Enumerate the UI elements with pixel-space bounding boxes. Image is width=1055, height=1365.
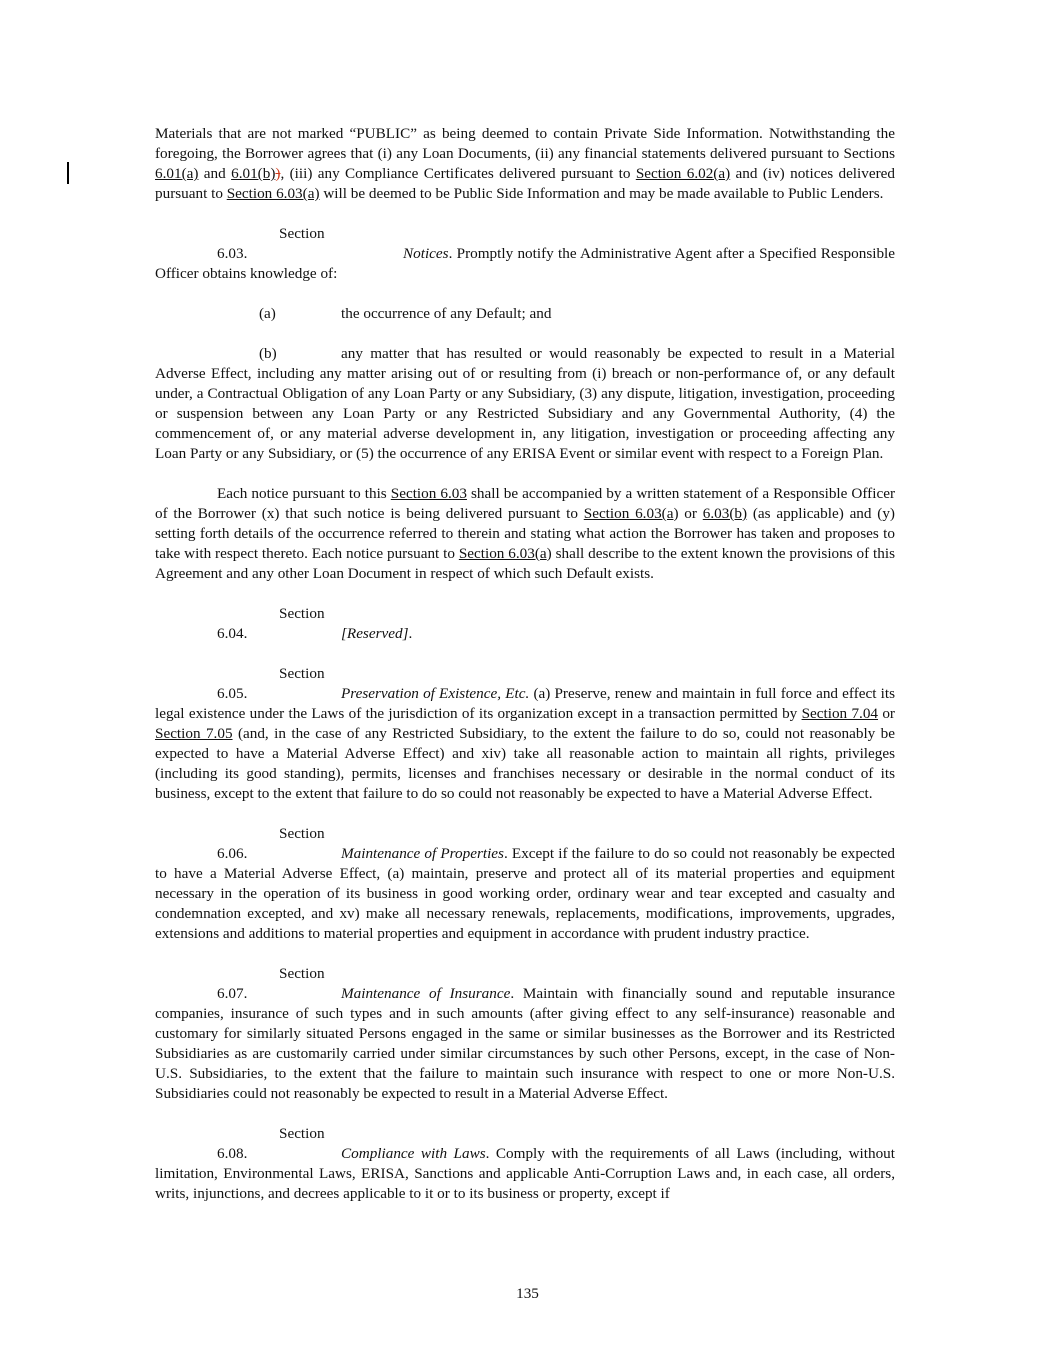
document-body: [155, 124, 895, 1224]
section-6-03: Section 6.03. Notices. Promptly notify the Administrative Agent after a Specified Responsible Officer obtains knowledge of:: [155, 225, 895, 282]
section-number: Section 6.04.: [217, 605, 325, 642]
section-6-08: Section 6.08. Compliance with Laws. Comply with the requirements of all Laws (including, without limitation, Environmental Laws, ERISA, Sanctions and applicable Anti-Corruption Laws and, in each case, all orders, writs, injunctions, and decrees applicable to it or to its business or property, except if: [155, 1125, 895, 1202]
section-heading: Notices: [403, 245, 449, 262]
section-number: Section 6.06.: [217, 825, 325, 862]
ref-6-03[interactable]: Section 6.03: [390, 485, 467, 502]
paragraph-public-side-information: Materials that are not marked “PUBLIC” as being deemed to contain Private Side Information. Notwithstanding the foregoing, the Borrower agrees that (i) any Loan Documents, (ii) any financial statements delivered pursuant to Sections 6.01(a) and 6.01(b)), (iii) any Compliance Certificates delivered pursuant to Section 6.02(a) and (iv) notices delivered pursuant to Section 6.03(a) will be deemed to be Public Side Information and may be made available to Public Lenders.: [155, 125, 895, 202]
section-heading: [Reserved]: [341, 625, 409, 642]
ref-6-03a-second[interactable]: Section 6.03(a: [458, 545, 547, 562]
section-heading: Compliance with Laws: [341, 1145, 486, 1162]
ref-7-04[interactable]: Section 7.04: [801, 705, 879, 722]
ref-6-01a[interactable]: 6.01(a): [155, 165, 199, 182]
section-6-07: Section 6.07. Maintenance of Insurance. Maintain with financially sound and reputable insurance companies, insurance of such types and in such amounts (after giving effect to any self-insurance) reasonable and customary for similarly situated Persons engaged in the same or similar businesses as the Borrower and its Restricted Subsidiaries as are customarily carried under similar circumstances by such other Persons, except, in the case of Non-U.S. Subsidiaries, to the extent that the failure to maintain such insurance with respect to one or more Non-U.S. Subsidiaries could not reasonably be expected to result in a Material Adverse Effect.: [155, 965, 895, 1102]
deleted-text: ): [275, 165, 281, 182]
section-number: Section 6.07.: [217, 965, 325, 1002]
clause-label: (b): [259, 345, 277, 362]
section-number: Section 6.03.: [217, 225, 325, 262]
clause-label: (a): [259, 305, 276, 322]
section-number: Section 6.08.: [217, 1125, 325, 1162]
ref-6-03a[interactable]: Section 6.03(a: [583, 505, 674, 522]
clause-a: (a) the occurrence of any Default; and: [259, 305, 552, 322]
section-heading: Maintenance of Insurance: [341, 985, 511, 1002]
section-6-05: Section 6.05. Preservation of Existence, Etc. (a) Preserve, renew and maintain in full force and effect its legal existence under the Laws of the jurisdiction of its organization except in a transaction permitted by Section 7.04 or Section 7.05 (and, in the case of any Restricted Subsidiary, to the extent the failure to do so, could not reasonably be expected to have a Material Adverse Effect) and xiv) take all reasonable action to maintain all rights, privileges (including its good standing), permits, licenses and franchises necessary or desirable in the normal conduct of its business, except to the extent that failure to do so could not reasonably be expected to have a Material Adverse Effect.: [155, 665, 895, 802]
ref-7-05[interactable]: Section 7.05: [155, 725, 233, 742]
page-number: 135: [516, 1285, 539, 1302]
section-6-04: Section 6.04. [Reserved].: [217, 605, 413, 642]
section-heading: Maintenance of Properties: [341, 845, 504, 862]
change-bar: [67, 162, 69, 184]
ref-6-03a[interactable]: Section 6.03(a): [226, 185, 320, 202]
ref-6-02a[interactable]: Section 6.02(a): [635, 165, 731, 182]
clause-b: (b) any matter that has resulted or would reasonably be expected to result in a Material Adverse Effect, including any matter arising out of or resulting from (i) breach or non-performance of, or any default under, a Contractual Obligation of any Loan Party or any Subsidiary, (3) any dispute, litigation, investigation, proceeding or suspension between any Loan Party or any Restricted Subsidiary and any Governmental Authority, (4) the commencement of, or any material adverse development in, any litigation, investigation or proceeding affecting any Loan Party or any Subsidiary, or (5) the occurrence of any ERISA Event or similar event with respect to a Foreign Plan.: [155, 345, 895, 462]
ref-6-03b[interactable]: 6.03(b): [702, 505, 748, 522]
section-6-06: Section 6.06. Maintenance of Properties. Except if the failure to do so could not reasonably be expected to have a Material Adverse Effect, (a) maintain, preserve and protect all of its material properties and equipment necessary in the operation of its business in good working order, ordinary wear and tear excepted and casualty and condemnation excepted, and xv) make all necessary renewals, replacements, modifications, improvements, upgrades, extensions and additions to material properties and equipment in accordance with prudent industry practice.: [155, 825, 895, 942]
paragraph-each-notice: Each notice pursuant to this Section 6.03 shall be accompanied by a written statement of a Responsible Officer of the Borrower (x) that such notice is being delivered pursuant to Section 6.03(a) or 6.03(b) (as applicable) and (y) setting forth details of the occurrence referred to therein and stating what action the Borrower has taken and proposes to take with respect thereto. Each notice pursuant to Section 6.03(a) shall describe to the extent known the provisions of this Agreement and any other Loan Document in respect of which such Default exists.: [155, 485, 895, 582]
section-heading: Preservation of Existence, Etc.: [341, 685, 530, 702]
ref-6-01b[interactable]: 6.01(b): [231, 165, 276, 182]
section-number: Section 6.05.: [217, 665, 325, 702]
